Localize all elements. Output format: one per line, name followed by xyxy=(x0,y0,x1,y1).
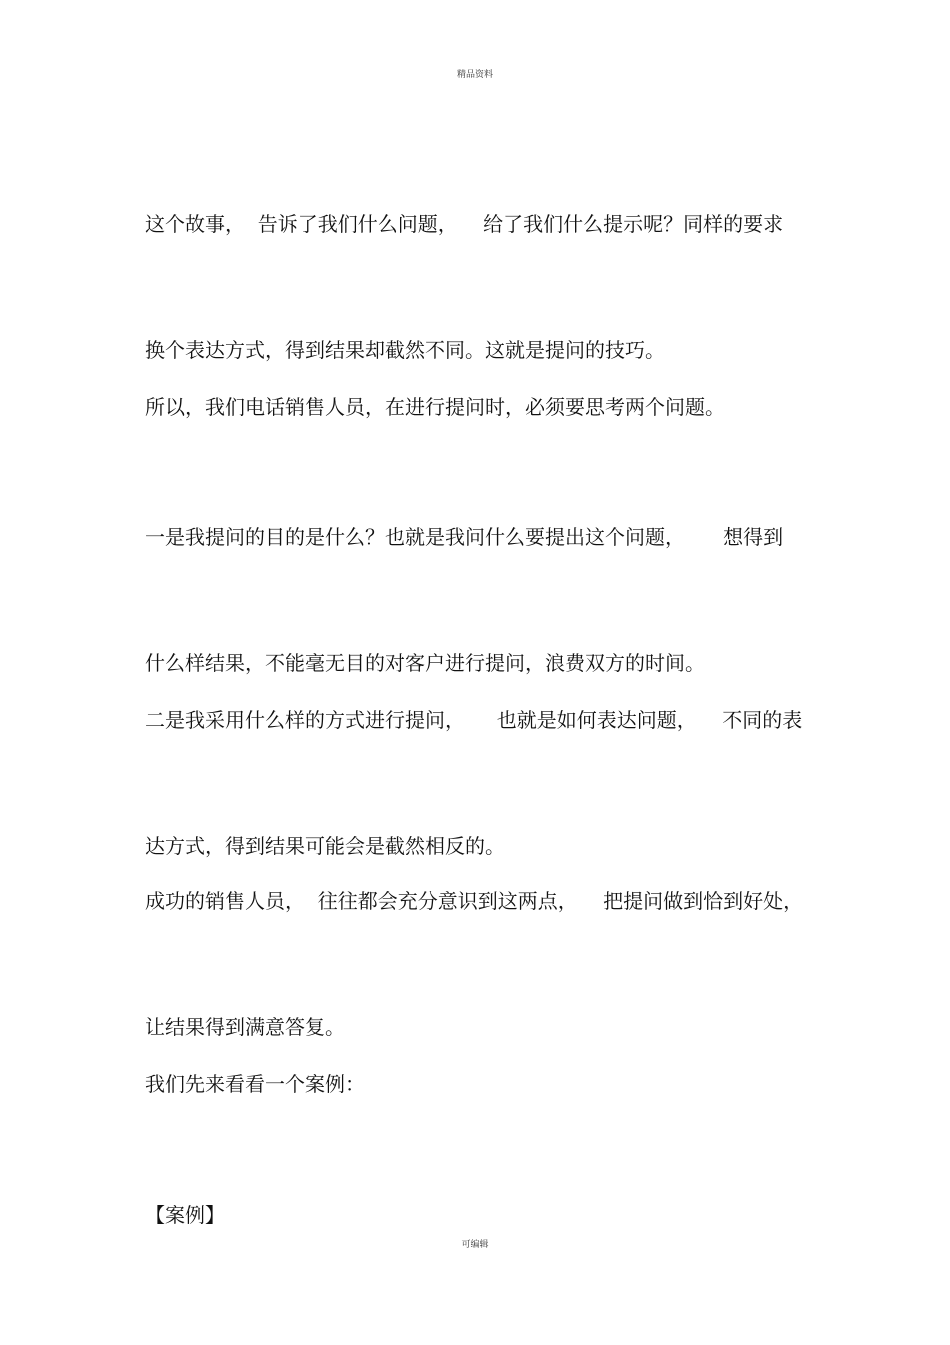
text-line: 达方式，得到结果可能会是截然相反的。 xyxy=(145,834,505,858)
text-line: 我们先来看看一个案例： xyxy=(145,1072,365,1096)
text-line: 所以，我们电话销售人员，在进行提问时，必须要思考两个问题。 xyxy=(145,395,725,419)
text-line: 让结果得到满意答复。 xyxy=(145,1015,345,1039)
text-line: 二是我采用什么样的方式进行提问， 也就是如何表达问题， 不同的表 xyxy=(145,708,803,732)
text-line: 这个故事， 告诉了我们什么问题， 给了我们什么提示呢？同样的要求 xyxy=(145,212,784,236)
section-heading-case xyxy=(145,1110,815,1278)
page-header-label: 精品资料 xyxy=(456,70,493,80)
text-line: 成功的销售人员， 往往都会充分意识到这两点， 把提问做到恰到好处， xyxy=(145,889,804,913)
page-footer-label: 可编辑 xyxy=(461,1240,489,1250)
text-line: 什么样结果，不能毫无目的对客户进行提问，浪费双方的时间。 xyxy=(145,651,705,675)
text-line: 【案例】 xyxy=(145,1203,225,1227)
text-line: 一是我提问的目的是什么？也就是我问什么要提出这个问题， 想得到 xyxy=(145,525,784,549)
text-line: 换个表达方式，得到结果却截然不同。这就是提问的技巧。 xyxy=(145,338,665,362)
